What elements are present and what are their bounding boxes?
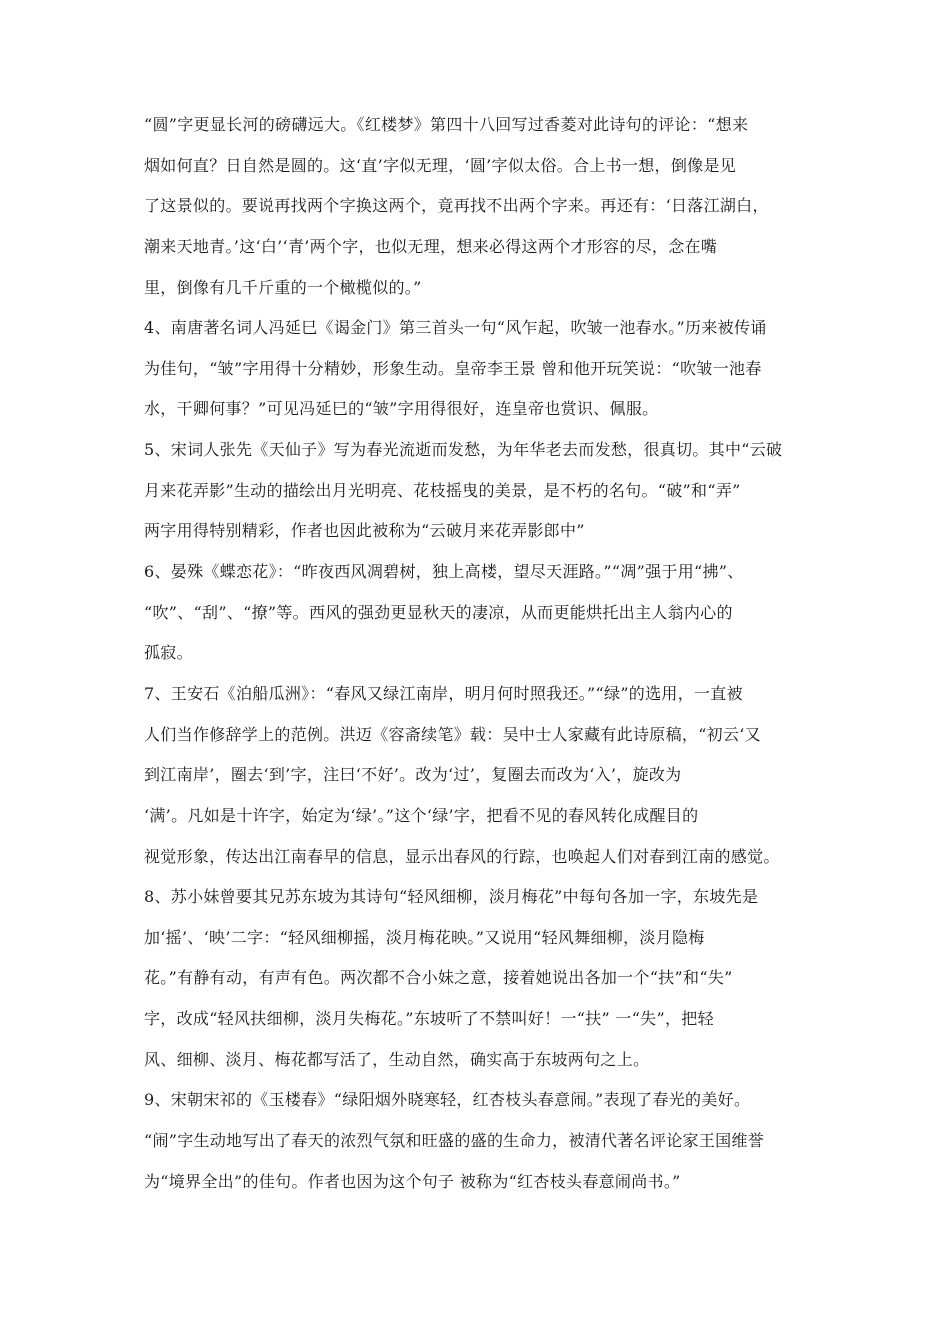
document-body [144,117,814,1214]
text-line: 月来花弄影”生动的描绘出月光明亮、花枝摇曳的美景，是不朽的名句。“破”和“弄” [144,480,741,500]
text-line: 人们当作修辞学上的范例。洪迈《容斋续笔》载：吴中士人家藏有此诗原稿，“初云‘又 [144,724,761,744]
text-line: “圆”字更显长河的磅礴远大。《红楼梦》第四十八回写过香菱对此诗句的评论：“想来 [144,115,749,134]
text-line: 9、宋朝宋祁的《玉楼春》“绿阳烟外晓寒轻，红杏枝头春意闹。”表现了春光的美好。 [144,1090,751,1110]
text-line: ‘满’。凡如是十许字，始定为‘绿’。”这个‘绿’字，把看不见的春风转化成醒目的 [144,805,699,825]
text-line: 6、晏殊《蝶恋花》：“昨夜西风凋碧树，独上高楼，望尽天涯路。”“凋”强于用“拂”、 [144,562,744,582]
text-line: 水，干卿何事？”可见冯延巳的“皱”字用得很好，连皇帝也赏识、佩服。 [144,399,659,419]
text-line: 孤寂。 [144,643,193,663]
text-line: 加‘摇’、‘映’二字：“轻风细柳摇，淡月梅花映。”又说用“轻风舞细柳，淡月隐梅 [144,927,705,947]
text-line: 为“境界全出”的佳句。作者也因为这个句子 被称为“红杏枝头春意闹尚书。” [144,1171,681,1191]
text-line: 了这景似的。要说再找两个字换这两个，竟再找不出两个字来。再还有：‘日落江湖白， [144,196,769,216]
text-line: 5、宋词人张先《天仙子》写为春光流逝而发愁，为年华老去而发愁，很真切。其中“云破 [144,440,783,460]
text-line: 两字用得特别精彩，作者也因此被称为“云破月来花弄影郎中” [144,521,585,541]
text-line: “闹”字生动地写出了春天的浓烈气氛和旺盛的盛的生命力，被清代著名评论家王国维誉 [144,1131,765,1151]
text-line: 字，改成“轻风扶细柳，淡月失梅花。”东坡听了不禁叫好！一“扶” 一“失”，把轻 [144,1009,714,1029]
text-line: 里，倒像有几千斤重的一个橄榄似的。” [144,277,422,297]
text-line: 花。”有静有动，有声有色。两次都不合小妹之意，接着她说出各加一个“扶”和“失” [144,968,733,988]
text-line: 烟如何直？日自然是圆的。这‘直’字似无理，‘圆’字似太俗。合上书一想，倒像是见 [144,155,737,175]
text-line: 潮来天地青。’这‘白’‘青’两个字，也似无理，想来必得这两个才形容的尽，念在嘴 [144,236,718,256]
text-line: 风、细柳、淡月、梅花都写活了，生动自然，确实高于东坡两句之上。 [144,1049,650,1069]
text-line: “吹”、“刮”、“撩”等。西风的强劲更显秋天的凄凉，从而更能烘托出主人翁内心的 [144,602,733,622]
text-line: 为佳句，“皱”字用得十分精妙，形象生动。皇帝李王景 曾和他开玩笑说：“吹皱一池春 [144,358,762,378]
text-line: 8、苏小妹曾要其兄苏东坡为其诗句“轻风细柳，淡月梅花”中每句各加一字，东坡先是 [144,887,759,907]
text-line: 视觉形象，传达出江南春早的信息，显示出春风的行踪，也唤起人们对春到江南的感觉。 [144,846,780,866]
text-line: 7、王安石《泊船瓜洲》：“春风又绿江南岸，明月何时照我还。”“绿”的选用，一直被 [144,683,743,703]
text-line: 4、南唐著名词人冯延巳《谒金门》第三首头一句“风乍起，吹皱一池春水。”历来被传诵 [144,318,767,338]
text-line: 到江南岸’，圈去‘到’字，注曰‘不好’。改为‘过’，复圈去而改为‘入’，旋改为 [144,765,682,785]
